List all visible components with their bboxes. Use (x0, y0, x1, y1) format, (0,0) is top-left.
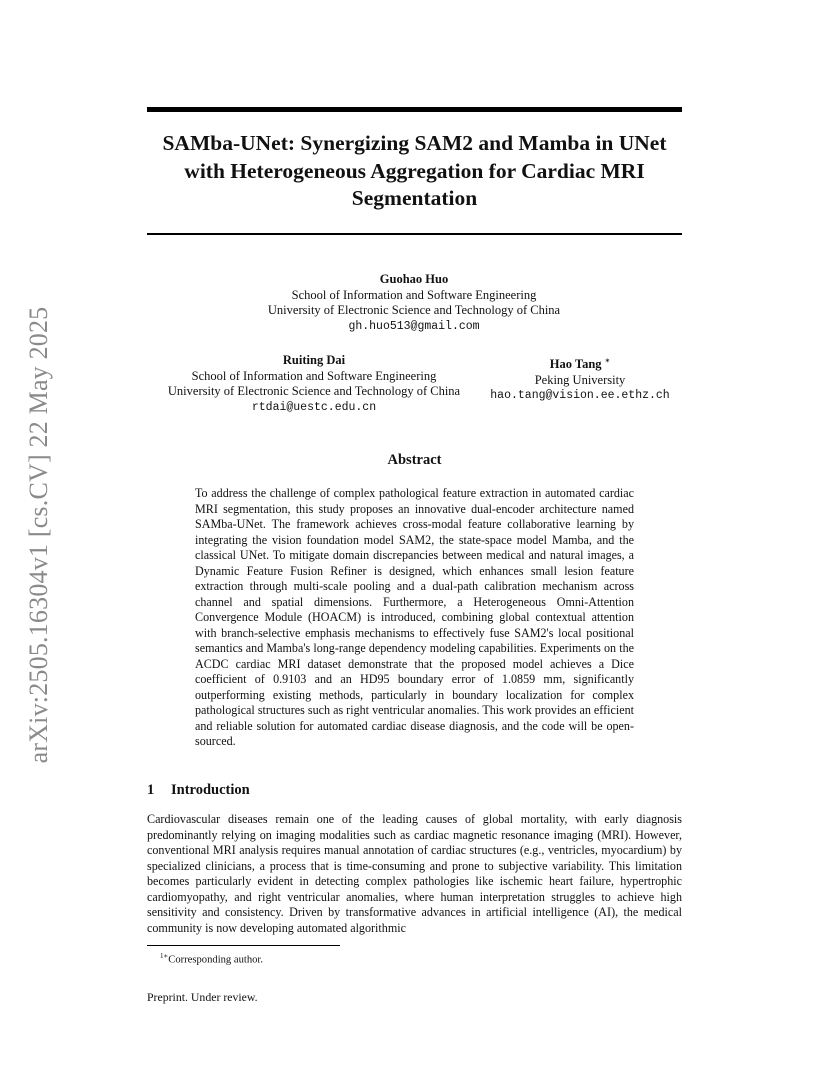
author-block-3 (480, 353, 680, 404)
abstract-heading: Abstract (387, 452, 442, 468)
author-email: hao.tang@vision.ee.ethz.ch (490, 389, 670, 403)
author-affiliation: University of Electronic Science and Technology of China (267, 303, 561, 317)
author-block-1 (214, 272, 614, 334)
corresponding-author-mark: ∗ (604, 356, 611, 365)
introduction-text: Cardiovascular diseases remain one of the leading causes of global mortality, with early diagnosis predominantly relying on imaging modalities such as cardiac magnetic resonance imaging (MRI). However, conventional MRI analysis requires manual annotation of cardiac structures (e.g., ventricles, myocardium) by specialized clinicians, a process that is time-consuming and prone to subjective variability. This limitation becomes particularly evident in detecting complex pathologies like ischemic heart failure, hypertrophic cardiomyopathy, and right ventricular anomalies, where human interpretation struggles to achieve high sensitivity and consistency. Driven by transformative advances in artificial intelligence (AI), the medical community is now developing automated algorithmic (147, 812, 682, 935)
author-affiliation: School of Information and Software Engineering (191, 368, 437, 383)
author-name: Hao Tang (549, 357, 602, 372)
author-affiliation: Peking University (534, 372, 626, 387)
author-name: Guohao Huo (379, 272, 449, 286)
section-number: 1 (147, 782, 155, 798)
arxiv-stamp: arXiv:2505.16304v1 [cs.CV] 22 May 2025 (24, 306, 53, 764)
author-name: Ruiting Dai (282, 353, 346, 367)
title-bottom-rule (147, 233, 682, 235)
section-title: Introduction (171, 782, 250, 798)
preprint-note: Preprint. Under review. (147, 990, 258, 1004)
author-email: rtdai@uestc.edu.cn (251, 400, 377, 414)
footnote-marker: 1 (160, 952, 164, 960)
author-block-2 (150, 353, 478, 415)
footnote-mark: ∗ (163, 952, 169, 960)
footnote-text: Corresponding author. (168, 954, 264, 966)
section-heading (147, 782, 250, 799)
author-email: gh.huo513@gmail.com (348, 319, 480, 333)
author-affiliation: University of Electronic Science and Technology of China (167, 384, 461, 398)
title-top-rule (147, 107, 682, 112)
author-affiliation: School of Information and Software Engineering (291, 287, 537, 302)
footnote-rule (147, 945, 340, 946)
author-name-line (480, 353, 680, 373)
abstract-text: To address the challenge of complex pathological feature extraction in automated cardiac MRI segmentation, this study proposes an innovative dual-encoder architecture named SAMba-UNet. The framework achieves cross-modal feature collaborative learning by integrating the vision foundation model SAM2, the state-space model Mamba, and the classical UNet. To mitigate domain discrepancies between medical and natural images, a Dynamic Feature Fusion Refiner is designed, which enhances small lesion feature extraction through multi-scale pooling and a dual-path calibration mechanism across channel and spatial dimensions. Furthermore, a Heterogeneous Omni-Attention Convergence Module (HOACM) is introduced, combining global contextual attention with branch-selective emphasis mechanisms to effectively fuse SAM2's local positional semantics and Mamba's long-range dependency modeling capabilities. Experiments on the ACDC cardiac MRI dataset demonstrate that the proposed model achieves a Dice coefficient of 0.9103 and an HD95 boundary error of 1.0859 mm, significantly outperforming existing methods, particularly in boundary localization for complex pathological structures such as right ventricular anomalies. This work provides an efficient and reliable solution for automated cardiac disease diagnosis, and the code will be open-sourced. (195, 486, 634, 748)
footnote (160, 950, 263, 967)
paper-title: SAMba-UNet: Synergizing SAM2 and Mamba in UNet with Heterogeneous Aggregation for Cardiac MRI Segmentation (162, 131, 667, 210)
